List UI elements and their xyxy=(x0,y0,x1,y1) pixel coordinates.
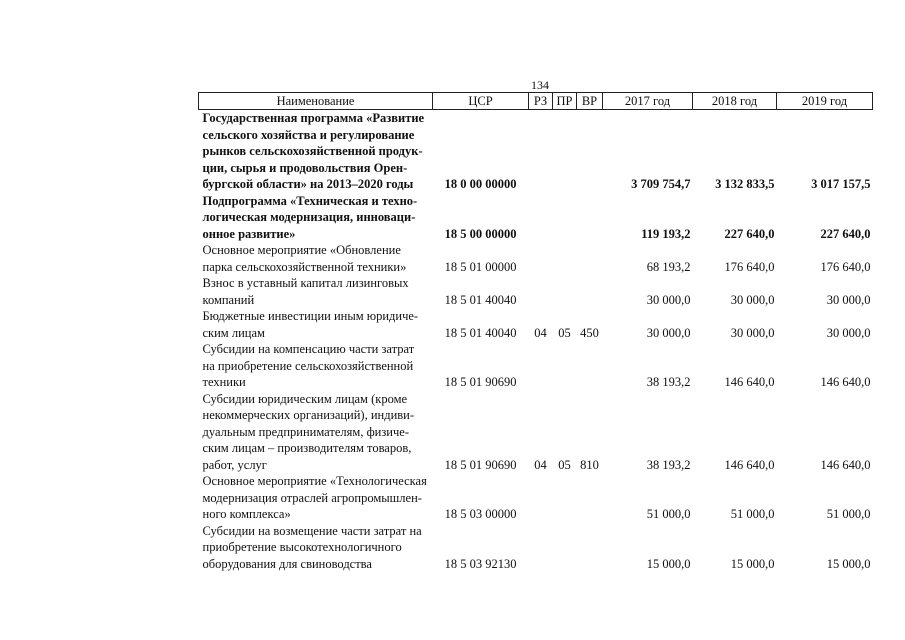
row-2019-cell: 30 000,0 xyxy=(826,325,871,340)
row-name-cell: Основное мероприятие «Обновление парка сельскохозяйственной техники» xyxy=(202,243,407,274)
row-2017-cell: 15 000,0 xyxy=(646,556,691,571)
row-2019-cell: 146 640,0 xyxy=(820,375,871,389)
row-name-cell: Субсидии на возмещение части затрат на приобретение высокотехнологичного оборудования для свиноводства xyxy=(202,523,422,571)
header-rz: РЗ xyxy=(529,93,553,110)
table-row xyxy=(199,341,873,391)
table-body xyxy=(199,110,873,573)
row-name-cell: Субсидии юридическим лицам (кроме некоммерческих организаций), индиви- дуальным предпринимателям, физиче- ским лицам – производителям товаров, работ, услуг xyxy=(202,391,415,472)
table-row xyxy=(199,308,873,341)
row-name-cell: Подпрограмма «Техническая и техно- логическая модернизация, инноваци- онное развитие» xyxy=(202,193,418,241)
row-rz-cell xyxy=(529,341,553,391)
row-csr-cell: 18 5 00 00000 xyxy=(444,226,517,241)
header-2017: 2017 год xyxy=(603,93,693,110)
row-2018-cell: 146 640,0 xyxy=(724,457,775,472)
row-csr-cell: 18 0 00 00000 xyxy=(444,177,517,191)
row-2018-cell: 30 000,0 xyxy=(730,325,775,340)
row-vr-cell: 450 xyxy=(580,325,599,340)
table-row xyxy=(199,275,873,308)
row-pr-cell xyxy=(553,193,577,243)
row-2019-cell: 15 000,0 xyxy=(826,556,871,571)
row-2017-cell: 3 709 754,7 xyxy=(631,177,691,191)
row-2018-cell: 146 640,0 xyxy=(724,375,775,389)
row-2018-cell: 15 000,0 xyxy=(730,556,775,571)
row-2019-cell: 30 000,0 xyxy=(826,292,871,307)
row-pr-cell: 05 xyxy=(558,457,571,472)
row-vr-cell xyxy=(577,473,603,523)
header-csr: ЦСР xyxy=(433,93,529,110)
row-2019-cell: 51 000,0 xyxy=(826,507,871,521)
row-csr-cell: 18 5 03 00000 xyxy=(444,507,517,521)
row-rz-cell: 04 xyxy=(534,457,547,472)
row-pr-cell xyxy=(553,275,577,308)
row-name-cell: Субсидии на компенсацию части затрат на приобретение сельскохозяйственной техники xyxy=(202,342,415,389)
row-csr-cell: 18 5 01 90690 xyxy=(444,457,517,472)
row-rz-cell: 04 xyxy=(534,325,547,340)
row-name-cell: Основное мероприятие «Технологическая модернизация отраслей агропромышлен- ного комплекса» xyxy=(202,474,427,521)
row-pr-cell xyxy=(553,341,577,391)
row-2018-cell: 176 640,0 xyxy=(724,259,775,274)
row-rz-cell xyxy=(529,473,553,523)
row-pr-cell xyxy=(553,473,577,523)
row-2018-cell: 30 000,0 xyxy=(730,292,775,307)
row-rz-cell xyxy=(529,523,553,573)
table-row xyxy=(199,110,873,193)
row-csr-cell: 18 5 01 00000 xyxy=(444,259,517,274)
row-rz-cell xyxy=(529,193,553,243)
row-2017-cell: 119 193,2 xyxy=(641,226,691,241)
row-pr-cell xyxy=(553,242,577,275)
page-number: 134 xyxy=(531,78,549,92)
row-vr-cell: 810 xyxy=(580,457,599,472)
row-2017-cell: 51 000,0 xyxy=(646,507,691,521)
header-pr: ПР xyxy=(553,93,577,110)
table-row xyxy=(199,242,873,275)
row-name-cell: Государственная программа «Развитие сельского хозяйства и регулирование рынков сельскохозяйственной продук- ции, сырья и продовольствия Орен- бургской области» на 2013–2020 годы xyxy=(202,111,425,191)
row-2018-cell: 227 640,0 xyxy=(724,226,775,241)
table-row xyxy=(199,193,873,243)
row-2017-cell: 30 000,0 xyxy=(646,292,691,307)
row-pr-cell: 05 xyxy=(558,325,571,340)
table-header-row xyxy=(199,93,873,110)
row-csr-cell: 18 5 01 40040 xyxy=(444,325,517,340)
row-name-cell: Взнос в уставный капитал лизинговых компаний xyxy=(202,276,409,307)
row-vr-cell xyxy=(577,193,603,243)
row-vr-cell xyxy=(577,110,603,193)
budget-table xyxy=(198,92,873,572)
row-rz-cell xyxy=(529,275,553,308)
header-2019: 2019 год xyxy=(777,93,873,110)
table-row xyxy=(199,473,873,523)
row-2019-cell: 146 640,0 xyxy=(820,457,871,472)
row-vr-cell xyxy=(577,341,603,391)
row-2017-cell: 68 193,2 xyxy=(646,259,691,274)
row-2018-cell: 51 000,0 xyxy=(730,507,775,521)
header-vr: ВР xyxy=(577,93,603,110)
table-row xyxy=(199,523,873,573)
row-2017-cell: 30 000,0 xyxy=(646,325,691,340)
row-2019-cell: 227 640,0 xyxy=(820,226,871,241)
row-vr-cell xyxy=(577,275,603,308)
table-row xyxy=(199,391,873,474)
row-2017-cell: 38 193,2 xyxy=(646,375,691,389)
header-2018: 2018 год xyxy=(693,93,777,110)
header-name: Наименование xyxy=(199,93,433,110)
row-rz-cell xyxy=(529,110,553,193)
row-vr-cell xyxy=(577,242,603,275)
row-vr-cell xyxy=(577,523,603,573)
row-rz-cell xyxy=(529,242,553,275)
row-csr-cell: 18 5 01 40040 xyxy=(444,292,517,307)
row-2018-cell: 3 132 833,5 xyxy=(715,177,775,191)
row-2017-cell: 38 193,2 xyxy=(646,457,691,472)
row-csr-cell: 18 5 01 90690 xyxy=(444,375,517,389)
row-2019-cell: 176 640,0 xyxy=(820,259,871,274)
row-name-cell: Бюджетные инвестиции иным юридиче- ским лицам xyxy=(202,309,419,340)
row-2019-cell: 3 017 157,5 xyxy=(811,177,871,191)
row-pr-cell xyxy=(553,110,577,193)
row-pr-cell xyxy=(553,523,577,573)
row-csr-cell: 18 5 03 92130 xyxy=(444,556,517,571)
